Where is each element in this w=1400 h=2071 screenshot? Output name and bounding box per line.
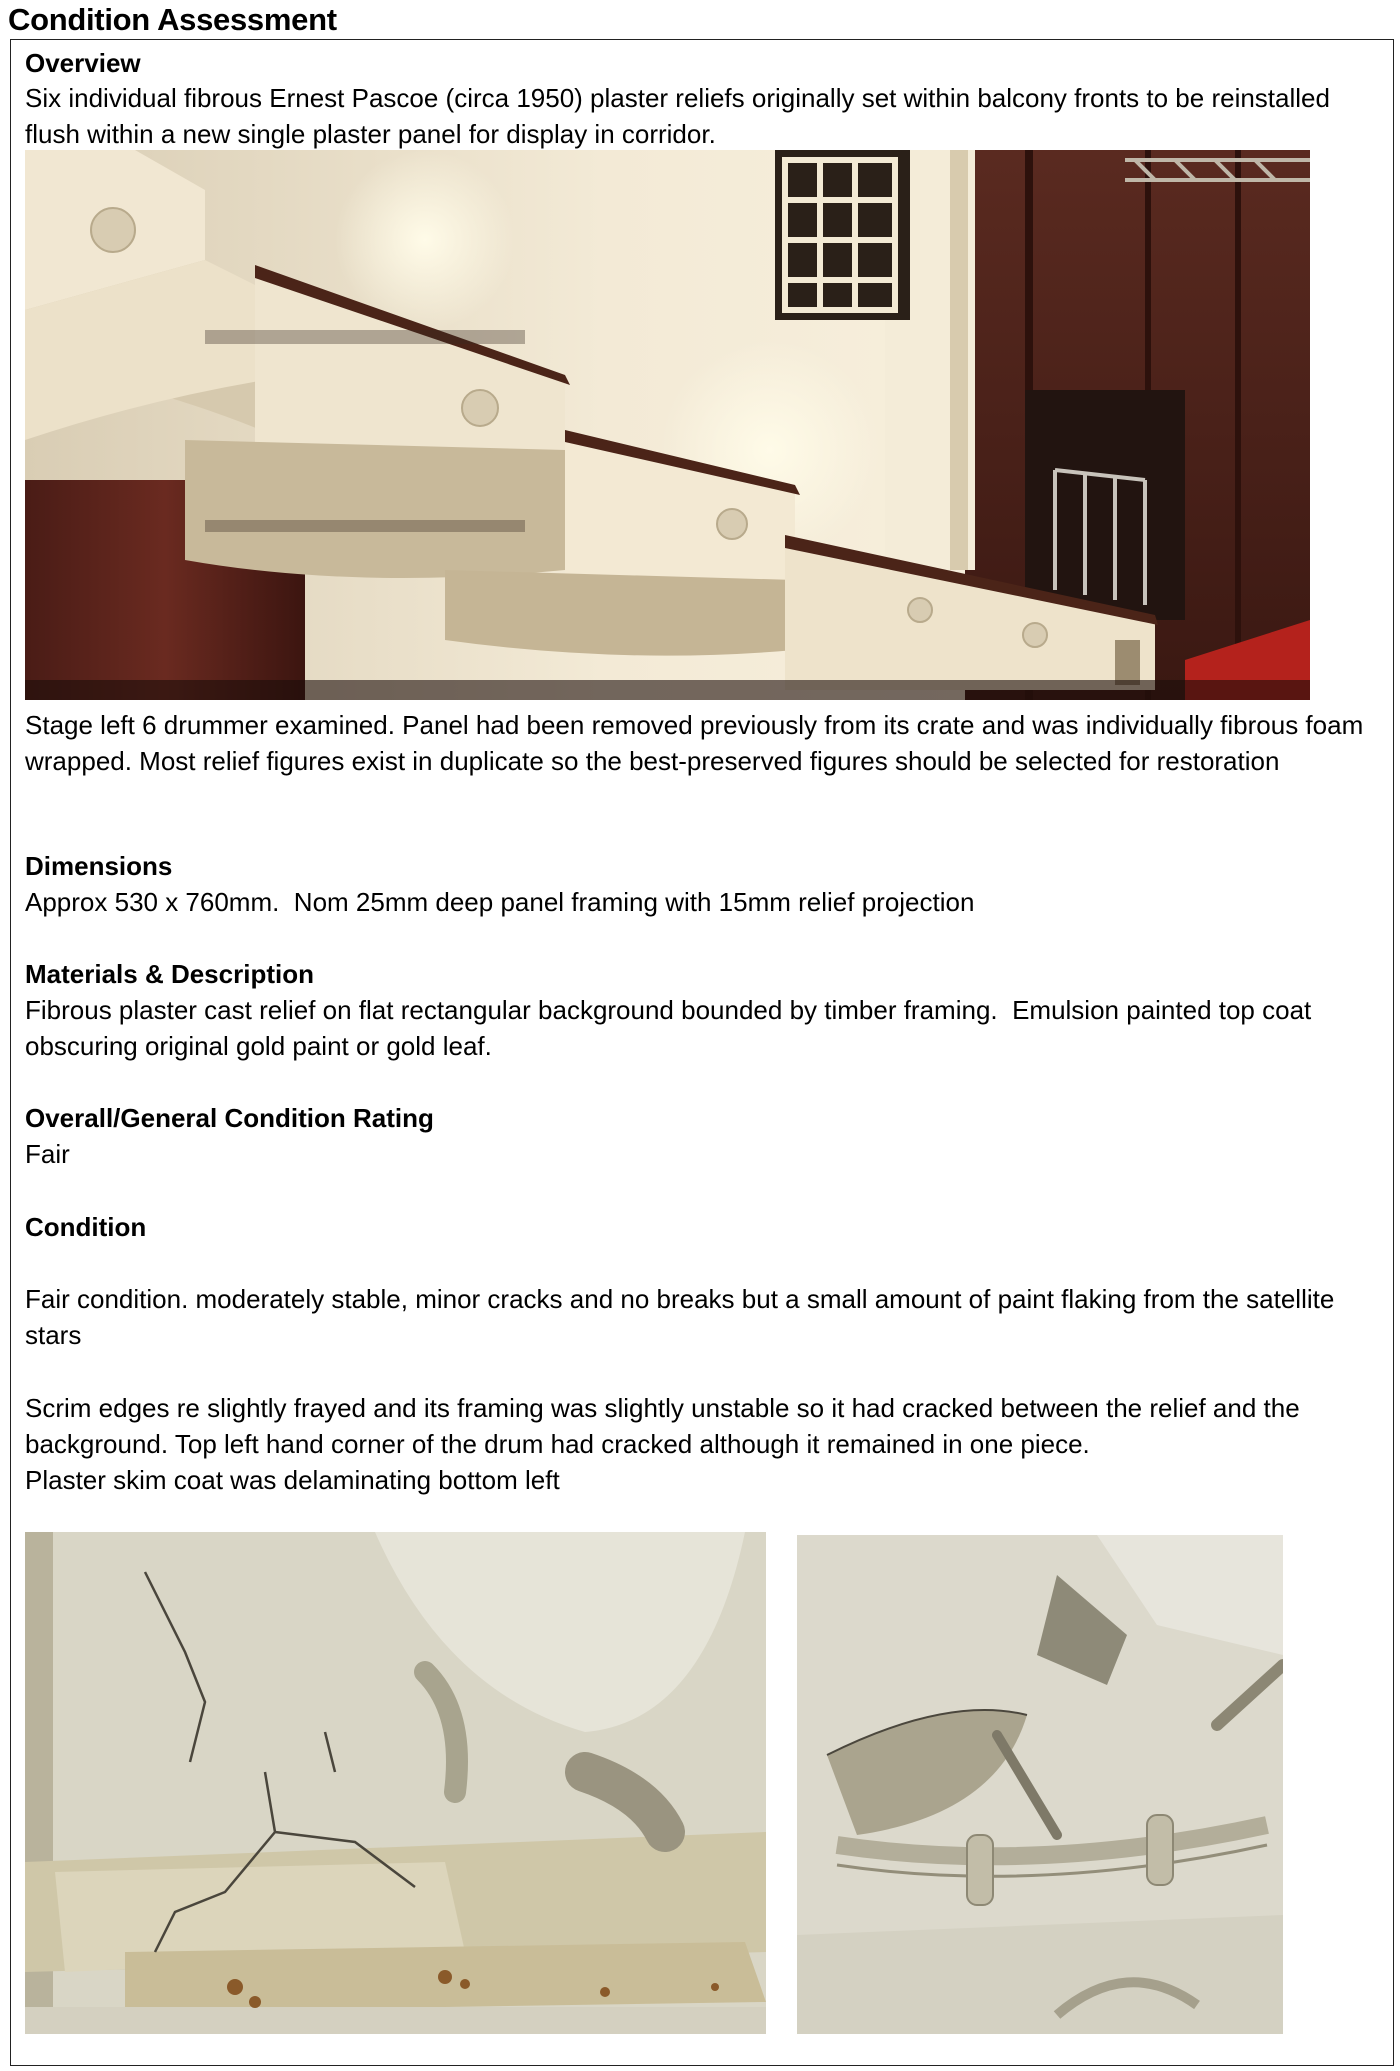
drum-detail-photo: [797, 1535, 1283, 2034]
balcony-photo: [25, 150, 1310, 700]
overview-text: Six individual fibrous Ernest Pascoe (circa 1950) plaster reliefs originally set within balcony fronts to be reinstalled flush within a new single plaster panel for display in corridor.: [25, 83, 1338, 149]
dimensions-heading: Dimensions: [25, 851, 173, 881]
condition-paragraph-2: Scrim edges re slightly frayed and its framing was slightly unstable so it had cracked between the relief and the background. Top left hand corner of the drum had cracked although it remained in one piece. Plaster skim coat was delaminating bottom left: [25, 1393, 1300, 1495]
materials-text: Fibrous plaster cast relief on flat rectangular background bounded by timber framing. Emulsion painted top coat obscuring original gold paint or gold leaf.: [25, 995, 1319, 1061]
condition-heading: Condition: [25, 1212, 147, 1242]
rating-value: Fair: [25, 1139, 70, 1169]
condition-paragraph-1: Fair condition. moderately stable, minor cracks and no breaks but a small amount of paint flaking from the satellite stars: [25, 1284, 1342, 1350]
examination-text: Stage left 6 drummer examined. Panel had been removed previously from its crate and was individually fibrous foam wrapped. Most relief figures exist in duplicate so the best-preserved figures should be selected for restoration: [25, 710, 1371, 776]
overview-heading: Overview: [25, 48, 141, 78]
crack-detail-photo: [25, 1532, 766, 2034]
page-title: Condition Assessment: [8, 2, 337, 37]
dimensions-text: Approx 530 x 760mm. Nom 25mm deep panel framing with 15mm relief projection: [25, 887, 975, 917]
materials-heading: Materials & Description: [25, 959, 314, 989]
rating-heading: Overall/General Condition Rating: [25, 1103, 434, 1133]
